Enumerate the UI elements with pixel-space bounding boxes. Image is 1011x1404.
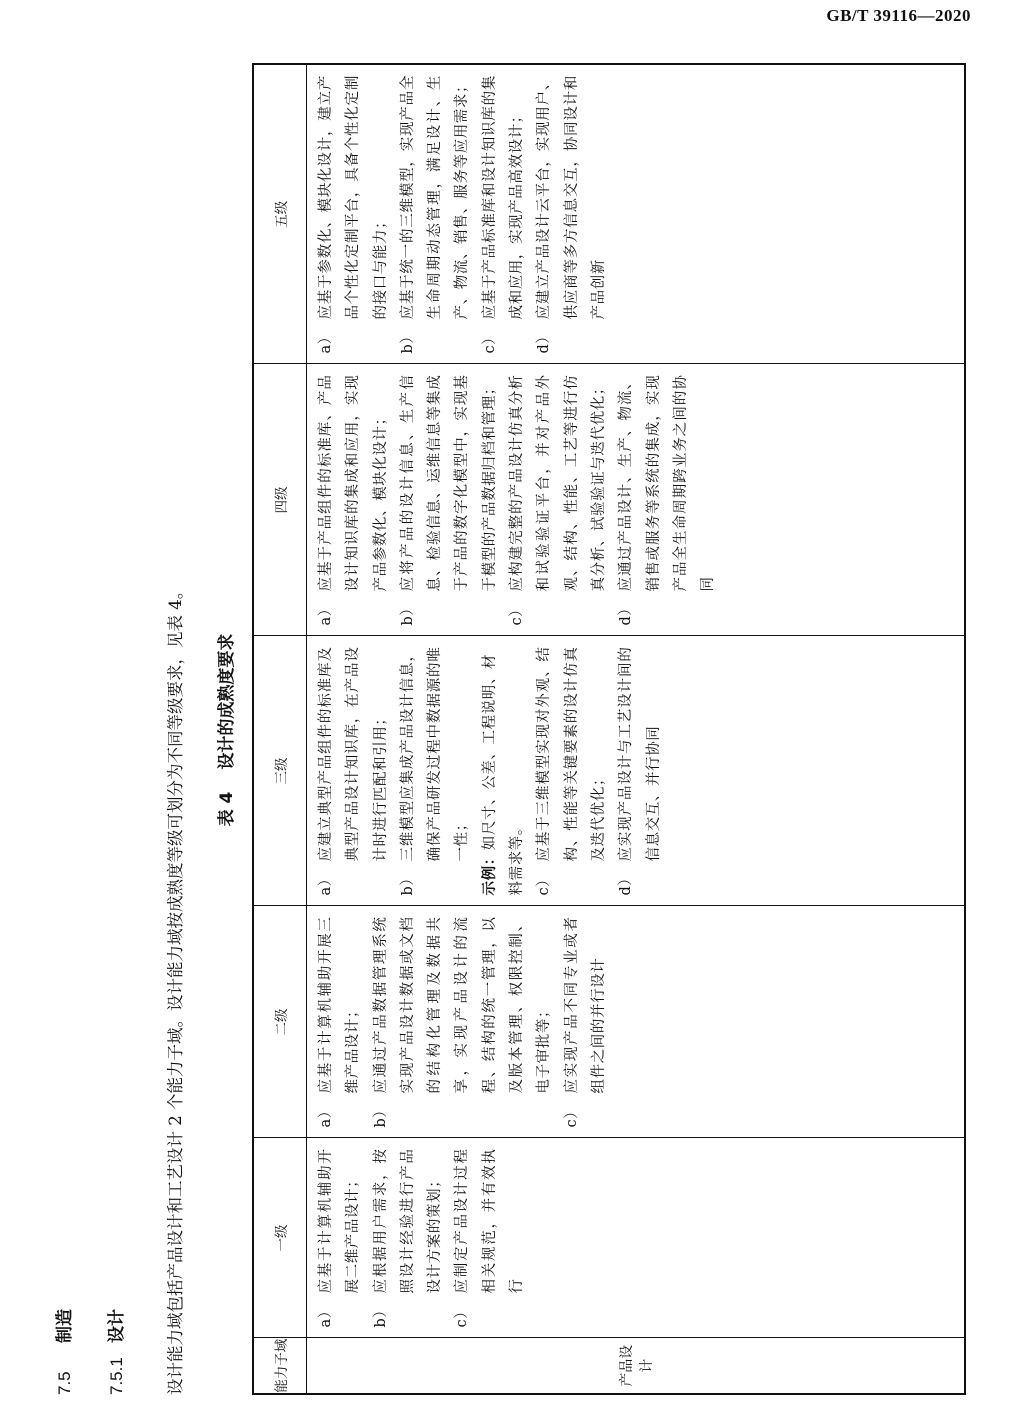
item-label: a） xyxy=(318,1103,334,1128)
intro-paragraph: 设计能力域包括产品设计和工艺设计 2 个能力子域。设计能力域按成熟度等级可划分为不同等级要求，见表 4。 xyxy=(166,582,185,1395)
item-label: a） xyxy=(318,871,334,896)
item-label: b） xyxy=(372,1102,389,1128)
list-item xyxy=(313,917,368,1132)
item-label: b） xyxy=(399,328,416,354)
level-4-cell xyxy=(307,364,966,636)
item-text: 应实现产品不同专业或者组件之间的并行设计 xyxy=(563,916,607,1094)
rotated-page xyxy=(50,65,980,1395)
list-item xyxy=(477,75,532,358)
header-subdomain: 能力子域 xyxy=(253,1338,307,1394)
table-header-row xyxy=(253,64,307,1394)
subsection-heading xyxy=(102,1309,127,1395)
item-label: c） xyxy=(536,871,553,896)
item-label: c） xyxy=(563,1103,580,1128)
list-item xyxy=(531,647,613,900)
list-item xyxy=(395,375,504,630)
list-item xyxy=(313,1149,368,1332)
item-label: c） xyxy=(509,601,526,626)
level-2-cell xyxy=(307,906,966,1138)
list-item xyxy=(395,75,477,358)
item-label: c） xyxy=(481,329,498,354)
item-label: d） xyxy=(536,328,553,354)
header-level-3: 三级 xyxy=(253,636,307,906)
item-text: 应通过产品数据管理系统实现产品设计数据或文档的结构化管理及数据共享，实现产品设计的流程、结构的统一管理，以及版本管理、权限控制、电子审批等； xyxy=(372,916,553,1094)
item-text: 应基于三维模型实现对外观、结构、性能等关键要素的设计仿真及迭代优化； xyxy=(536,646,607,862)
table-label: 表 4 xyxy=(217,791,237,827)
level-1-cell xyxy=(307,1138,966,1338)
list-item xyxy=(313,375,395,630)
item-label: b） xyxy=(399,600,416,626)
item-text: 应建立产品设计云平台，实现用户、供应商等多方信息交互，协同设计和产品创新 xyxy=(536,75,607,320)
header-level-2: 二级 xyxy=(253,906,307,1138)
list-item xyxy=(531,75,613,358)
list-item xyxy=(613,647,668,900)
section-number: 7.5 xyxy=(55,1371,74,1395)
example-label: 示例： xyxy=(481,850,498,896)
table-row xyxy=(307,64,966,1394)
list-item xyxy=(368,917,559,1132)
item-text: 应基于统一的三维模型，实现产品全生命周期动态管理，满足设计、生产、物流、销售、服务等应用需求； xyxy=(399,75,471,320)
level-3-cell xyxy=(307,636,966,906)
item-text: 应实现产品设计与工艺设计间的信息交互、并行协同 xyxy=(618,646,662,862)
item-label: a） xyxy=(318,601,334,626)
section-heading xyxy=(50,1309,75,1395)
item-text: 应基于参数化、模块化设计，建立产品个性化定制平台，具备个性化定制的接口与能力； xyxy=(318,75,389,320)
list-item xyxy=(613,375,722,630)
item-label: a） xyxy=(318,329,334,354)
list-item xyxy=(449,1149,531,1332)
item-text: 应制定产品设计过程相关规范，并有效执行 xyxy=(454,1148,526,1294)
item-text: 应构建完整的产品设计仿真分析和试验验证平台，并对产品外观、结构、性能、工艺等进行仿真分析、试验验证与迭代优化； xyxy=(509,374,607,592)
table-caption xyxy=(212,65,237,1395)
list-item xyxy=(313,75,395,358)
item-text: 应基于产品标准库和设计知识库的集成和应用，实现产品高效设计； xyxy=(481,75,526,320)
table-title: 设计的成熟度要求 xyxy=(217,633,237,770)
subsection-number: 7.5.1 xyxy=(107,1357,126,1395)
item-text: 应根据用户需求，按照设计经验进行产品设计方案的策划； xyxy=(372,1148,444,1294)
item-label: c） xyxy=(454,1303,471,1328)
section-title: 制造 xyxy=(55,1309,75,1343)
item-label: b） xyxy=(399,870,416,896)
example-note xyxy=(477,647,532,900)
item-text: 应将产品的设计信息、生产信息、检验信息、运维信息等集成于产品的数字化模型中，实现基于模型的产品数据归档和管理； xyxy=(399,374,498,592)
subsection-title: 设计 xyxy=(107,1309,127,1343)
standard-number: GB/T 39116—2020 xyxy=(826,6,971,25)
item-text: 应通过产品设计、生产、物流、销售或服务等系统的集成，实现产品全生命周期跨业务之间的协同 xyxy=(618,374,717,592)
item-text: 应基于产品组件的标准库、产品设计知识库的集成和应用，实现产品参数化、模块化设计； xyxy=(318,374,389,592)
header-level-1: 一级 xyxy=(253,1138,307,1338)
item-text: 应基于计算机辅助开展三维产品设计； xyxy=(318,916,362,1094)
item-label: d） xyxy=(618,600,635,626)
item-text: 应基于计算机辅助开展二维产品设计； xyxy=(318,1148,362,1294)
level-5-cell xyxy=(307,64,966,364)
list-item xyxy=(313,647,395,900)
list-item xyxy=(559,917,614,1132)
item-text: 三维模型应集成产品设计信息，确保产品研发过程中数据源的唯一性； xyxy=(399,646,471,862)
header-level-5: 五级 xyxy=(253,64,307,364)
maturity-table xyxy=(252,63,966,1395)
item-label: d） xyxy=(618,870,635,896)
item-label: a） xyxy=(318,1303,334,1328)
example-text: 如尺寸、公差、工程说明、材料需求等。 xyxy=(481,653,526,896)
subdomain-cell: 产品设计 xyxy=(307,1338,966,1394)
header-level-4: 四级 xyxy=(253,364,307,636)
list-item xyxy=(395,647,477,900)
item-label: b） xyxy=(372,1302,389,1328)
list-item xyxy=(504,375,613,630)
item-text: 应建立典型产品组件的标准库及典型产品设计知识库，在产品设计时进行匹配和引用； xyxy=(318,646,389,862)
list-item xyxy=(368,1149,450,1332)
